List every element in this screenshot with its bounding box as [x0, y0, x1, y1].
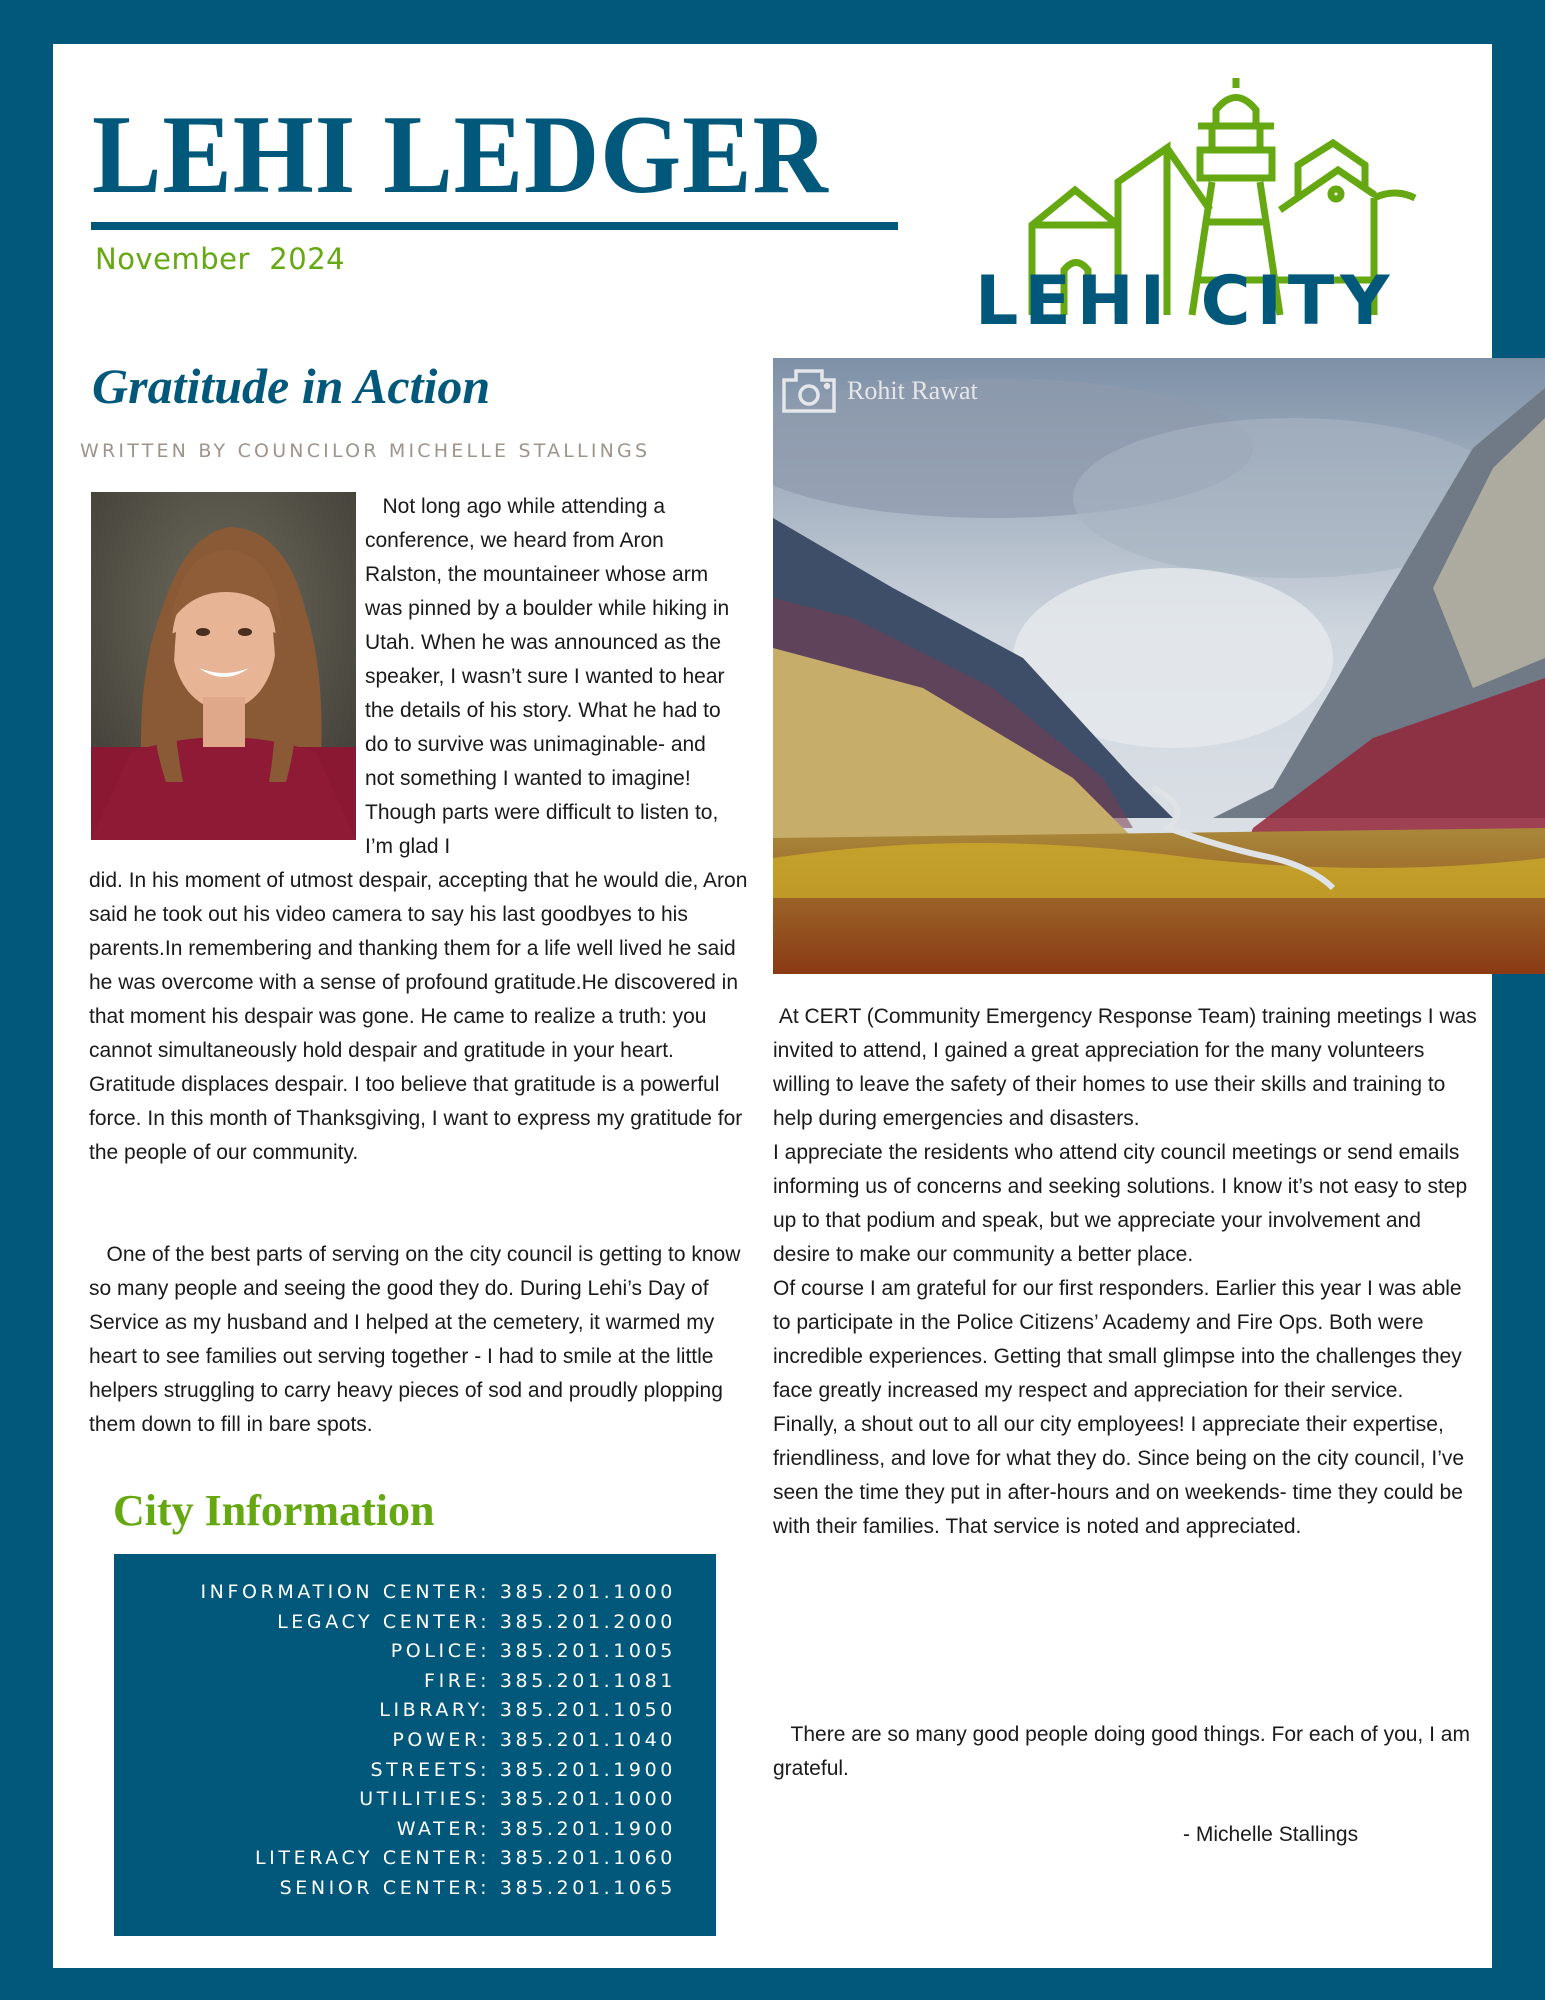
city-info-entry: INFORMATION CENTER: 385.201.1000: [200, 1581, 676, 1603]
article-paragraph: Not long ago while attending a conference, we heard from Aron Ralston, the mountaineer whose arm was pinned by a boulder while hiking in Utah. When he was announced as the speaker, I wasn’t sure I wanted to hear the details of his story. What he had to do to survive was unimaginable- and not something I wanted to imagine! Though parts were difficult to listen to, I’m glad I: [365, 495, 736, 858]
article-paragraph: At CERT (Community Emergency Response Team) training meetings I was invited to attend, I gained a great appreciation for the many volunteers willing to leave the safety of their homes to use their skills and training to help during emergencies and disasters.: [773, 1005, 1483, 1130]
article-paragraph: There are so many good people doing good things. For each of you, I am grateful.: [773, 1723, 1476, 1780]
article-paragraph: Finally, a shout out to all our city employees! I appreciate their expertise, friendliness, and love for what they do. Since being on the city council, I’ve seen the time they put in after-hours and on weekends- time they could be with their families. That service is noted and appreciated.: [773, 1413, 1465, 1538]
photo-credit-name: Rohit Rawat: [847, 376, 978, 405]
article-closing: [773, 1718, 1483, 1786]
city-info-entry: WATER: 385.201.1900: [396, 1817, 676, 1840]
article-byline: WRITTEN BY COUNCILOR MICHELLE STALLINGS: [80, 440, 651, 462]
city-info-list: [200, 1578, 676, 1904]
article-signoff: - Michelle Stallings: [1183, 1823, 1359, 1846]
city-info-entry: LITERACY CENTER: 385.201.1060: [255, 1847, 676, 1870]
portrait-illustration-icon: [91, 492, 356, 840]
canyon-photo: [773, 358, 1545, 974]
city-info-entry: POWER: 385.201.1040: [392, 1728, 676, 1751]
mountain-landscape-icon: [773, 358, 1545, 974]
issue-date: November 2024: [95, 242, 346, 276]
city-info-entry: SENIOR CENTER: 385.201.1065: [279, 1876, 676, 1899]
city-info-entry: LEGACY CENTER: 385.201.2000: [277, 1610, 676, 1633]
article-paragraph: I appreciate the residents who attend city council meetings or send emails informing us of concerns and seeking solutions. I know it’s not easy to step up to that podium and speak, but we appreciate your involvement and desire to make our community a better place.: [773, 1141, 1468, 1266]
city-info-entry: FIRE: 385.201.1081: [424, 1669, 676, 1692]
article-right-column: [773, 1000, 1483, 1544]
city-info-entry: POLICE: 385.201.1005: [390, 1640, 676, 1663]
city-info-entry: STREETS: 385.201.1900: [370, 1758, 676, 1781]
title-underline: [91, 222, 898, 230]
article-paragraph: did. In his moment of utmost despair, accepting that he would die, Aron said he took out his video camera to say his last goodbyes to his parents.In remembering and thanking them for a life well lived he said he was overcome with a sense of profound gratitude.He discovered in that moment his despair was gone. He came to realize a truth: you cannot simultaneously hold despair and gratitude in your heart. Gratitude displaces despair. I too believe that gratitude is a powerful force. In this month of Thanksgiving, I want to express my gratitude for the people of our community.: [89, 869, 748, 1164]
city-info-entry: LIBRARY: 385.201.1050: [379, 1699, 676, 1722]
newsletter-title: LEHI LEDGER: [92, 93, 829, 217]
article-intro-wrapped: [365, 490, 735, 864]
author-portrait: [91, 492, 356, 840]
article-second-paragraph: [89, 1238, 749, 1442]
article-intro-continued: [89, 864, 749, 1170]
logo-wordmark: LEHI CITY: [975, 262, 1396, 341]
photo-credit: [781, 368, 978, 414]
article-paragraph: Of course I am grateful for our first responders. Earlier this year I was able to participate in the Police Citizens’ Academy and Fire Ops. Both were incredible experiences. Getting that small glimpse into the challenges they face greatly increased my respect and appreciation for their service.: [773, 1277, 1462, 1402]
camera-icon: [781, 368, 837, 414]
city-info-entry: UTILITIES: 385.201.1000: [359, 1788, 676, 1811]
city-info-box: [114, 1554, 716, 1936]
article-heading: Gratitude in Action: [92, 358, 491, 414]
city-info-heading: City Information: [113, 1486, 435, 1535]
article-paragraph: One of the best parts of serving on the city council is getting to know so many people and seeing the good they do. During Lehi’s Day of Service as my husband and I helped at the cemetery, it warmed my heart to see families out serving together - I had to smile at the little helpers struggling to carry heavy pieces of sod and proudly plopping them down to fill in bare spots.: [89, 1243, 747, 1436]
